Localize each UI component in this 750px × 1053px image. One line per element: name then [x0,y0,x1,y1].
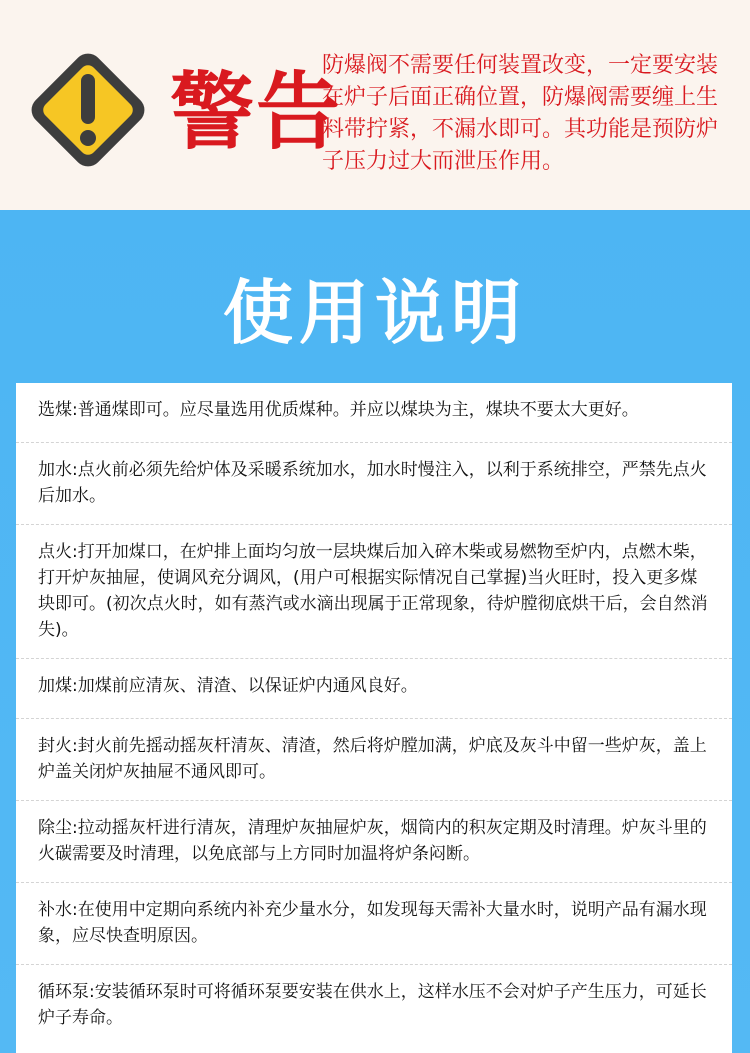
warning-diamond-exclamation-icon [18,40,158,180]
instruction-add-coal: 加煤:加煤前应清灰、清渣、以保证炉内通风良好。 [16,659,732,719]
instruction-dust-removal: 除尘:拉动摇灰杆进行清灰，清理炉灰抽屉炉灰，烟筒内的积灰定期及时清理。炉灰斗里的火碳需要及时清理，以免底部与上方同时加温将炉条闷断。 [16,801,732,883]
instruction-coal-selection: 选煤:普通煤即可。应尽量选用优质煤种。并应以煤块为主，煤块不要太大更好。 [16,383,732,443]
warning-banner [0,0,750,210]
instructions-title: 使用说明 [223,272,527,354]
instructions-panel [0,210,750,1053]
instruction-circulation-pump: 循环泵:安装循环泵时可将循环泵要安装在供水上，这样水压不会对炉子产生压力，可延长炉子寿命。 [38,982,707,1028]
instruction-add-water: 加水:点火前必须先给炉体及采暖系统加水，加水时慢注入，以利于系统排空，严禁先点火后加水。 [16,443,732,525]
instructions-card [16,383,732,1053]
instruction-ignition: 点火:打开加煤口，在炉排上面均匀放一层块煤后加入碎木柴或易燃物至炉内，点燃木柴，打开炉灰抽屉，使调风充分调风，(用户可根据实际情况自己掌握)当火旺时，投入更多煤块即可。(初次点火时，如有蒸汽或水滴出现属于正常现象，待炉膛彻底烘干后，会自然消失)。 [16,525,732,659]
instruction-bank-fire: 封火:封火前先摇动摇灰杆清灰、清渣，然后将炉膛加满，炉底及灰斗中留一些炉灰，盖上炉盖关闭炉灰抽屉不通风即可。 [16,719,732,801]
warning-text: 防爆阀不需要任何装置改变，一定要安装在炉子后面正确位置，防爆阀需要缠上生料带拧紧，不漏水即可。其功能是预防炉子压力过大而泄压作用。 [322,53,719,174]
instruction-water-refill: 补水:在使用中定期向系统内补充少量水分，如发现每天需补大量水时，说明产品有漏水现象，应尽快查明原因。 [16,883,732,965]
warning-title: 警告 [170,63,343,161]
